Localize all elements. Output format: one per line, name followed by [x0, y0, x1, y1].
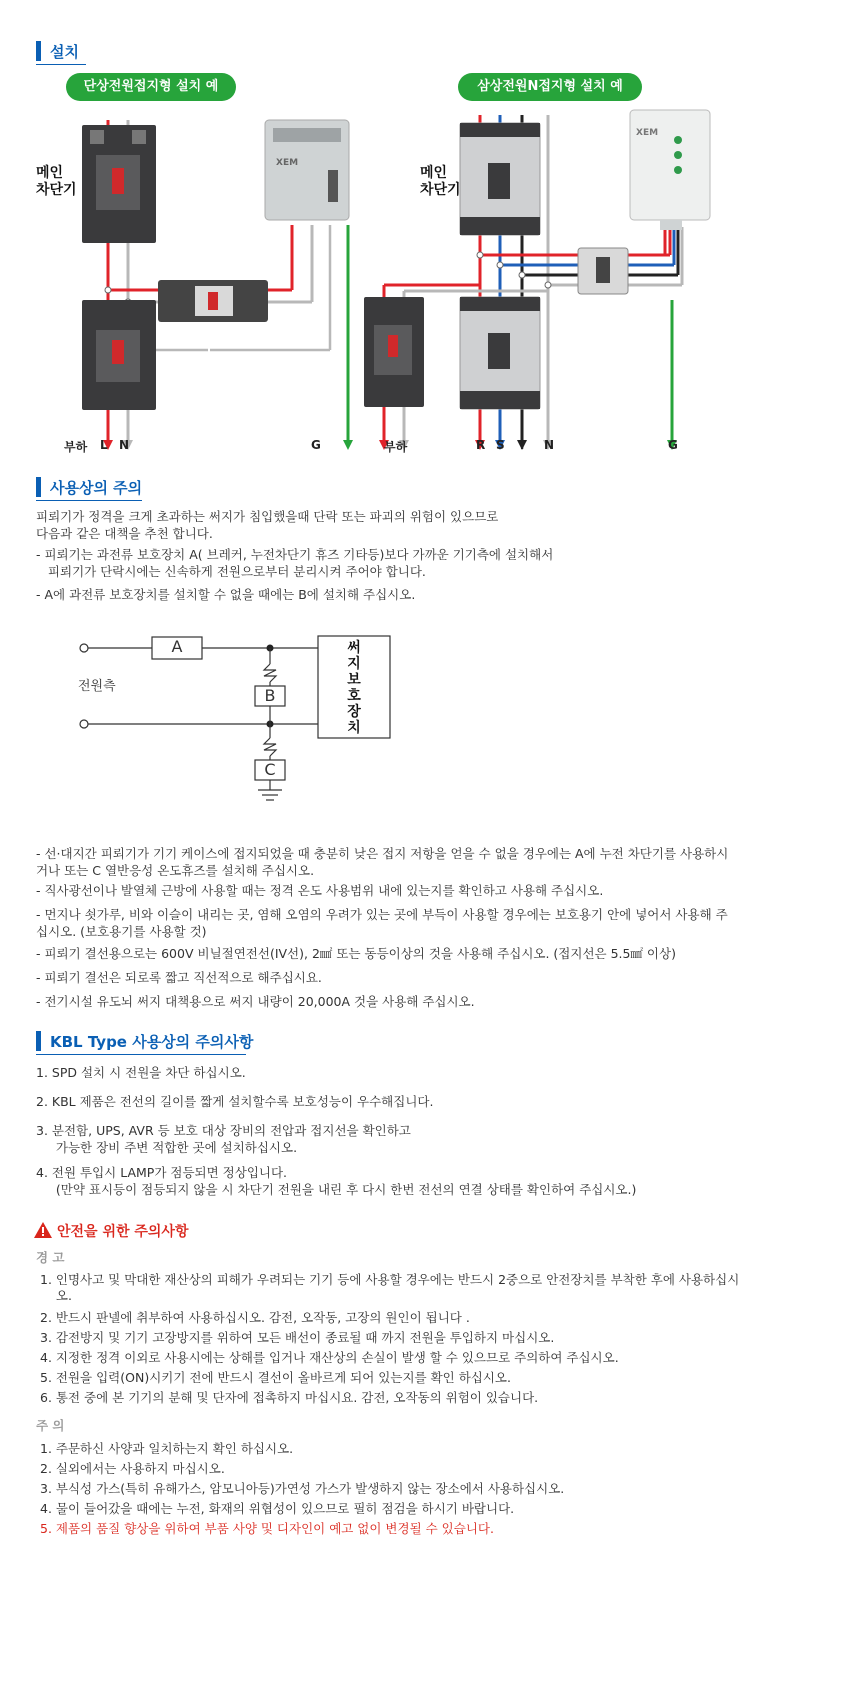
kbl-item-1: 1. SPD 설치 시 전원을 차단 하십시오. — [36, 1065, 246, 1080]
brand-logo: XEM — [276, 158, 299, 168]
section-header-kbl — [36, 1028, 254, 1055]
section-title: KBL Type 사용상의 주의사항 — [50, 1033, 254, 1051]
label-n-left: N — [119, 438, 130, 452]
diagram-label-a: A — [171, 637, 183, 656]
caution-note-1: - 선·대지간 피뢰기가 기기 케이스에 접지되었을 때 충분히 낮은 접지 저항을 얻을 수 없을 경우에는 A에 누전 차단기를 사용하시 거나 또는 C 열반응성 온도휴즈를 설치해 주십시오. — [36, 846, 729, 878]
brand-logo-3p: XEM — [636, 128, 659, 138]
label-g-left: G — [311, 438, 321, 452]
section-title: 설치 — [50, 43, 79, 61]
three-phase-pill: 삼상전원N접지형 설치 예 — [458, 73, 642, 101]
section-bar — [36, 477, 41, 497]
caution-intro: 피뢰기가 정격을 크게 초과하는 써지가 침입했을때 단락 또는 파괴의 위험이 있으므로 다음과 같은 대책을 추천 합니다. — [36, 509, 499, 541]
caution-item: 3. 부식성 가스(특히 유해가스, 암모니아등)가연성 가스가 발생하지 않는 장소에서 사용하십시오. — [40, 1481, 565, 1496]
warning-item: 4. 지정한 정격 이외로 사용시에는 상해를 입거나 재산상의 손실이 발생 할 수 있으므로 주의하여 주십시오. — [40, 1350, 619, 1365]
caution-note-4: - 피뢰기 결선용으로는 600V 비닐절연전선(IV선), 2㎟ 또는 동등이상의 것을 사용해 주십시오. (접지선은 5.5㎟ 이상) — [36, 946, 676, 961]
caution-bullet-2: - A에 과전류 보호장치를 설치할 수 없을 때에는 B에 설치해 주십시오. — [36, 587, 416, 602]
single-phase-wiring-diagram — [30, 110, 360, 490]
caution-item: 4. 물이 들어갔을 때에는 누전, 화재의 위협성이 있으므로 필히 점검을 하시기 바랍니다. — [40, 1501, 515, 1516]
warning-item: 3. 감전방지 및 기기 고장방지를 위하여 모든 배선이 종료될 때 까지 전원을 투입하지 마십시오. — [40, 1330, 555, 1345]
warning-label: 경 고 — [36, 1250, 65, 1265]
label-load-left: 부하 — [64, 440, 88, 454]
caution-bullet-1: - 피뢰기는 과전류 보호장치 A( 브레커, 누전차단기 휴즈 기타등)보다 가까운 기기측에 설치해서 피뢰기가 단락시에는 신속하게 전원으로부터 분리시켜 주어야 합니다. — [36, 547, 554, 579]
kbl-item-3: 3. 분전함, UPS, AVR 등 보호 대상 장비의 전압과 접지선을 확인하고 가능한 장비 주변 적합한 곳에 설치하십시오. — [36, 1123, 411, 1155]
three-phase-wiring-diagram — [360, 105, 760, 490]
kbl-item-4: 4. 전원 투입시 LAMP가 점등되면 정상입니다. (만약 표시등이 점등되지 않을 시 차단기 전원을 내린 후 다시 한번 전선의 연결 상태를 확인하여 주십시오.) — [36, 1165, 637, 1197]
label-load-right: 부하 — [384, 440, 408, 454]
caution-item: 1. 주문하신 사양과 일치하는지 확인 하십시오. — [40, 1441, 294, 1456]
section-bar — [36, 1031, 41, 1051]
diagram-source-side: 전원측 — [78, 679, 116, 694]
section-header-install — [36, 38, 86, 65]
caution-note-3: - 먼지나 쇳가루, 비와 이슬이 내리는 곳, 염해 오염의 우려가 있는 곳에 부득이 사용할 경우에는 보호용기 안에 넣어서 사용해 주 십시오. (보호용기를 사용할 것) — [36, 907, 728, 939]
label-l: L — [100, 438, 108, 452]
label-n-right: N — [544, 438, 555, 452]
section-header-caution — [36, 474, 142, 501]
caution-note-6: - 전기시설 유도뇌 써지 대책용으로 써지 내량이 20,000A 것을 사용해 주십시오. — [36, 994, 475, 1009]
caution-list — [40, 1439, 564, 1539]
section-bar — [36, 41, 41, 61]
label-t: T — [518, 438, 527, 452]
warning-item: 6. 통전 중에 본 기기의 분해 및 단자에 접촉하지 마십시요. 감전, 오작동의 위험이 있습니다. — [40, 1390, 539, 1405]
section-title: 사용상의 주의 — [50, 479, 143, 497]
warning-list — [40, 1272, 739, 1408]
label-s: S — [496, 438, 505, 452]
diagram-label-c: C — [264, 760, 276, 779]
spd-device-3p — [630, 110, 710, 220]
caution-note-5: - 피뢰기 결선은 되로록 짧고 직선적으로 해주십시요. — [36, 970, 322, 985]
diagram-spd-label: 써 지 보 호 장 치 — [347, 640, 361, 736]
single-phase-pill: 단상전원접지형 설치 예 — [66, 73, 236, 101]
kbl-item-2: 2. KBL 제품은 전선의 길이를 짧게 설치할수록 보호성능이 우수해집니다. — [36, 1094, 434, 1109]
warning-item: 1. 인명사고 및 막대한 재산상의 피해가 우려되는 기기 등에 사용할 경우에는 반드시 2중으로 안전장치를 부착한 후에 사용하십시 오. — [40, 1272, 740, 1303]
caution-note-2: - 직사광선이나 발열체 근방에 사용할 때는 정격 온도 사용범위 내에 있는지를 확인하고 사용해 주십시오. — [36, 883, 604, 898]
main-breaker-label-right: 메인 차단기 — [420, 165, 461, 198]
warning-item: 2. 반드시 판넬에 취부하여 사용하십시오. 감전, 오작동, 고장의 원인이 됩니다 . — [40, 1310, 470, 1325]
warning-icon — [33, 1221, 53, 1239]
main-breaker-label-left: 메인 차단기 — [36, 165, 77, 198]
label-r: R — [476, 438, 486, 452]
caution-label: 주 의 — [36, 1418, 65, 1433]
warning-item: 5. 전원을 입력(ON)시키기 전에 반드시 결선이 올바르게 되어 있는지를 확인 하십시오. — [40, 1370, 511, 1385]
diagram-label-b: B — [264, 686, 276, 705]
caution-item: 2. 실외에서는 사용하지 마십시오. — [40, 1461, 225, 1476]
caution-item-notice: 5. 제품의 품질 향상을 위하여 부품 사양 및 디자인이 예고 없이 변경될 수 있습니다. — [40, 1521, 494, 1536]
safety-title: 안전을 위한 주의사항 — [57, 1224, 189, 1240]
label-g-right: G — [668, 438, 678, 452]
